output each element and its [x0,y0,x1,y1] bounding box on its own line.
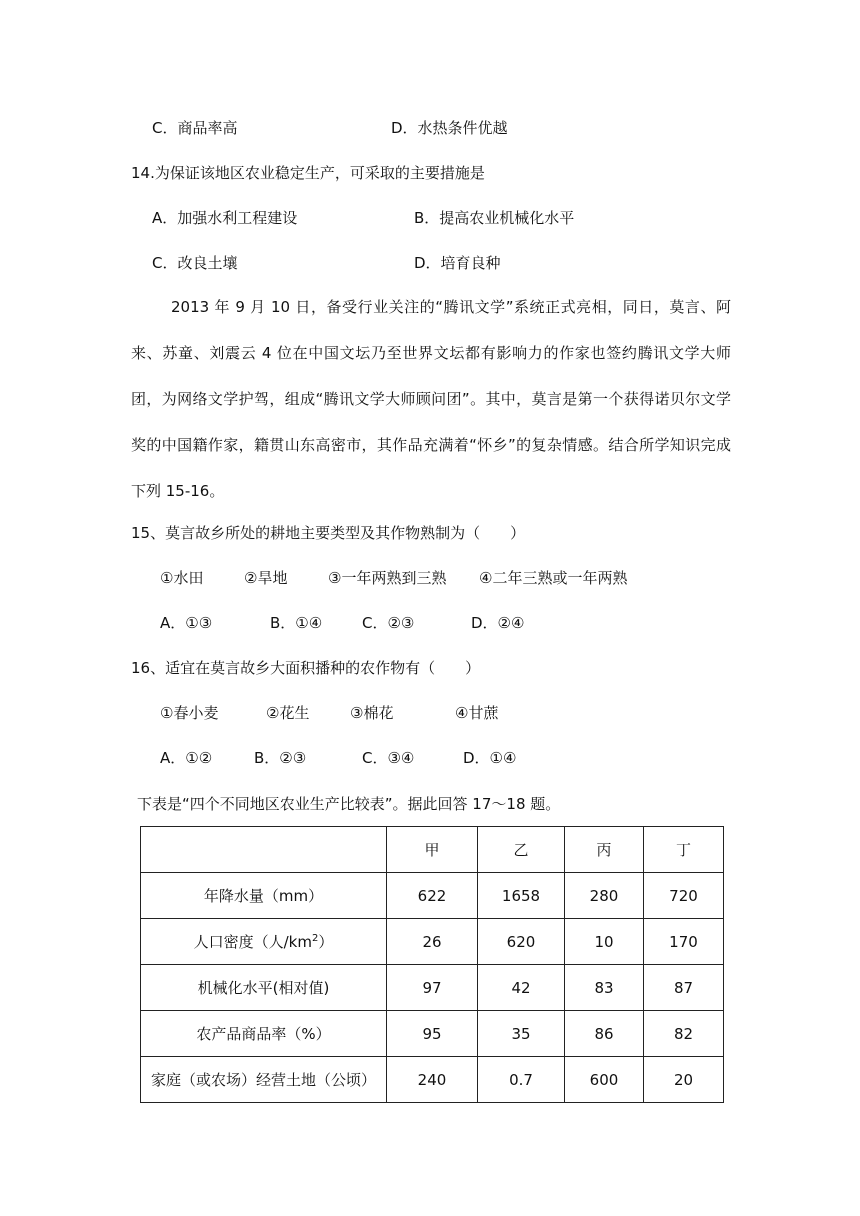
table-row [141,965,724,1011]
table-cell: 10 [565,919,644,965]
q16-item-4: ④甘蔗 [455,704,499,722]
table-header-cell: 丁 [644,827,724,873]
table-cell: 20 [644,1057,724,1103]
row-label: 家庭（或农场）经营土地（公顷） [141,1057,387,1103]
table-cell: 600 [565,1057,644,1103]
row-label-suffix: ） [318,933,334,951]
q13-option-c: C．商品率高 [152,119,238,137]
table-cell: 280 [565,873,644,919]
table-cell: 35 [478,1011,565,1057]
row-label-text: 人口密度（人/km [193,933,312,951]
row-label-superscript: 2 [311,933,319,944]
table-row [141,1011,724,1057]
table-cell: 26 [387,919,478,965]
q15-item-4: ④二年三熟或一年两熟 [479,569,628,587]
table-header-cell: 甲 [387,827,478,873]
q16-option-d: D．①④ [463,749,517,767]
table-cell: 620 [478,919,565,965]
q15-option-c: C．②③ [362,614,415,632]
table-cell: 1658 [478,873,565,919]
q14-stem: 14.为保证该地区农业稳定生产，可采取的主要措施是 [131,164,485,182]
table-cell: 82 [644,1011,724,1057]
table-header-cell [141,827,387,873]
table-row [141,873,724,919]
q14-option-a: A．加强水利工程建设 [152,209,298,227]
q15-item-1: ①水田 [160,569,204,587]
row-label: 农产品商品率（%） [141,1011,387,1057]
q14-option-b: B．提高农业机械化水平 [414,209,575,227]
reading-passage: 2013 年 9 月 10 日，备受行业关注的“腾讯文学”系统正式亮相，同日，莫言、阿来、苏童、刘震云 4 位在中国文坛乃至世界文坛都有影响力的作家也签约腾讯文学大师团，为网络文学护驾，组成“腾讯文学大师顾问团”。其中，莫言是第一个获得诺贝尔文学奖的中国籍作家，籍贯山东高密市，其作品充满着“怀乡”的复杂情感。结合所学知识完成下列 15-16。 [131,298,731,500]
table-cell: 83 [565,965,644,1011]
row-label [141,919,387,965]
q16-item-3: ③棉花 [350,704,394,722]
table-header-row [141,827,724,873]
row-label: 年降水量（mm） [141,873,387,919]
table-row [141,919,724,965]
table-intro: 下表是“四个不同地区农业生产比较表”。据此回答 17～18 题。 [137,795,561,813]
q15-item-3: ③一年两熟到三熟 [328,569,447,587]
q16-item-2: ②花生 [266,704,310,722]
table-cell: 86 [565,1011,644,1057]
row-label: 机械化水平(相对值) [141,965,387,1011]
q16-item-1: ①春小麦 [160,704,219,722]
q16-option-c: C．③④ [362,749,415,767]
q13-option-d: D．水热条件优越 [391,119,508,137]
q15-option-a: A．①③ [160,614,213,632]
table-header-cell: 乙 [478,827,565,873]
table-cell: 95 [387,1011,478,1057]
q16-stem: 16、适宜在莫言故乡大面积播种的农作物有（ ） [131,659,481,677]
table-cell: 0.7 [478,1057,565,1103]
table-cell: 170 [644,919,724,965]
table-cell: 240 [387,1057,478,1103]
comparison-table [140,826,724,1103]
table-cell: 720 [644,873,724,919]
q15-item-2: ②旱地 [244,569,288,587]
table-header-cell: 丙 [565,827,644,873]
q14-option-c: C．改良土壤 [152,254,238,272]
table-cell: 622 [387,873,478,919]
table-row [141,1057,724,1103]
q14-option-d: D．培育良种 [414,254,501,272]
q16-option-a: A．①② [160,749,213,767]
q15-option-d: D．②④ [471,614,525,632]
q15-stem: 15、莫言故乡所处的耕地主要类型及其作物熟制为（ ） [131,524,526,542]
q16-option-b: B．②③ [254,749,307,767]
table-cell: 87 [644,965,724,1011]
table-cell: 42 [478,965,565,1011]
table-cell: 97 [387,965,478,1011]
q15-option-b: B．①④ [270,614,323,632]
